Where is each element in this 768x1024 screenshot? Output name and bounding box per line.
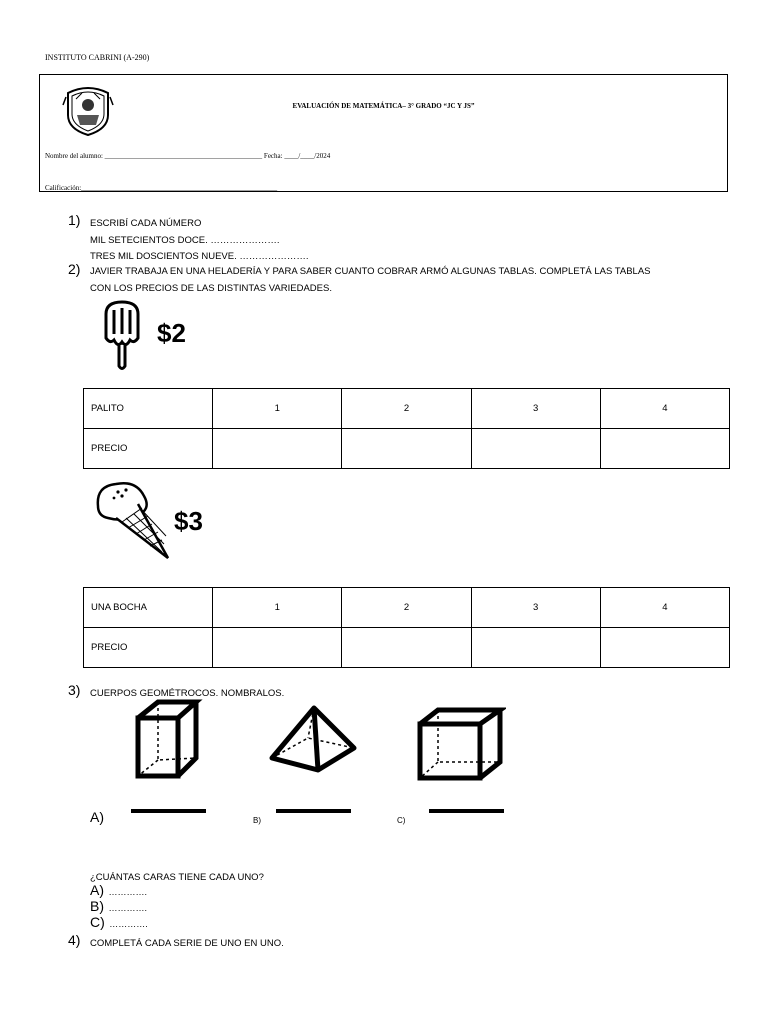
table-cell: PALITO: [84, 389, 213, 429]
table-cell: 2: [342, 588, 471, 628]
faces-a-dots[interactable]: ………….: [108, 887, 147, 897]
question-1-line-1: MIL SETECIENTOS DOCE. ………………….: [90, 235, 280, 246]
faces-c-dots[interactable]: ………….: [109, 919, 148, 929]
student-name-date-line: Nombre del alumno: _____________________________________________ Fecha: ____/____/2024: [45, 152, 331, 160]
evaluation-title: EVALUACIÓN DE MATEMÁTICA– 3° GRADO “JC Y JS”: [292, 102, 475, 110]
price-answer-cell[interactable]: [213, 429, 342, 469]
shape-a-answer-line[interactable]: [131, 809, 206, 813]
question-3-prompt: CUERPOS GEOMÉTROCOS. NOMBRALOS.: [90, 688, 285, 699]
popsicle-table: [83, 388, 730, 469]
shape-c-label: C): [397, 816, 406, 825]
institute-name: INSTITUTO CABRINI (A-290): [45, 53, 150, 62]
question-2-number: 2): [68, 261, 81, 277]
faces-b-label: B): [90, 898, 104, 914]
table-cell: 3: [471, 389, 600, 429]
table-cell: 2: [342, 389, 471, 429]
question-4-number: 4): [68, 932, 81, 948]
shape-b-answer-line[interactable]: [276, 809, 351, 813]
table-cell: UNA BOCHA: [84, 588, 213, 628]
question-1-line-2: TRES MIL DOSCIENTOS NUEVE. ………………….: [90, 251, 309, 262]
faces-answer-c: [90, 914, 148, 932]
price-answer-cell[interactable]: [600, 628, 729, 668]
table-cell: 3: [471, 588, 600, 628]
table-row: [84, 389, 730, 429]
faces-c-label: C): [90, 914, 105, 930]
grade-line: Calificación:________________________________________________________: [45, 184, 278, 192]
table-row: [84, 429, 730, 469]
price-answer-cell[interactable]: [471, 628, 600, 668]
shape-a-label: A): [90, 809, 104, 825]
price-answer-cell[interactable]: [213, 628, 342, 668]
shape-b-label: B): [253, 816, 261, 825]
pyramid-icon: [268, 704, 360, 774]
question-2-prompt-line-1: JAVIER TRABAJA EN UNA HELADERÍA Y PARA SABER CUANTO COBRAR ARMÓ ALGUNAS TABLAS. COMPLETÁ LAS TABLAS: [90, 266, 651, 277]
school-crest-icon: [62, 85, 114, 137]
question-3-number: 3): [68, 682, 81, 698]
cube-icon: [414, 704, 506, 782]
price-answer-cell[interactable]: [600, 429, 729, 469]
faces-question: ¿CUÁNTAS CARAS TIENE CADA UNO?: [90, 872, 264, 883]
faces-a-label: A): [90, 882, 104, 898]
table-cell: PRECIO: [84, 429, 213, 469]
question-4-prompt: COMPLETÁ CADA SERIE DE UNO EN UNO.: [90, 938, 284, 949]
price-answer-cell[interactable]: [342, 628, 471, 668]
popsicle-price: $2: [157, 318, 186, 348]
price-answer-cell[interactable]: [471, 429, 600, 469]
question-1-number: 1): [68, 212, 81, 228]
table-cell: 1: [213, 389, 342, 429]
table-cell: PRECIO: [84, 628, 213, 668]
price-answer-cell[interactable]: [342, 429, 471, 469]
table-row: [84, 628, 730, 668]
cone-price: $3: [174, 506, 203, 536]
question-2-prompt-line-2: CON LOS PRECIOS DE LAS DISTINTAS VARIEDADES.: [90, 283, 332, 294]
table-row: [84, 588, 730, 628]
prism-icon: [130, 698, 206, 782]
header-box: [39, 74, 728, 192]
cone-table: [83, 587, 730, 668]
shape-c-answer-line[interactable]: [429, 809, 504, 813]
table-cell: 4: [600, 389, 729, 429]
question-1-prompt: ESCRIBÍ CADA NÚMERO: [90, 218, 202, 229]
faces-b-dots[interactable]: ………….: [108, 903, 147, 913]
table-cell: 1: [213, 588, 342, 628]
table-cell: 4: [600, 588, 729, 628]
